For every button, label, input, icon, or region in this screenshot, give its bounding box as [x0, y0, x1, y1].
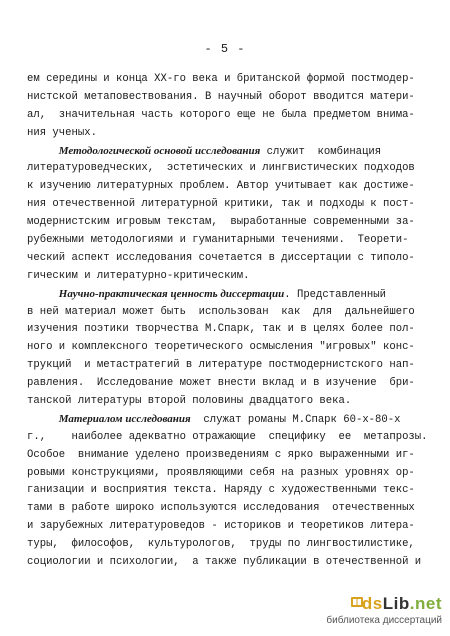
section-heading-methodology: Методологической основой исследования [58, 144, 261, 157]
dslib-watermark[interactable] [324, 594, 442, 630]
logo-part: Lib [382, 594, 410, 613]
document-body [27, 71, 428, 572]
text-line: равления. Исследование может внести вклад и в изучение бри- [27, 377, 415, 390]
section-heading-material: Материалом исследования [58, 412, 191, 425]
text-line: танской литературы второй половины двадцатого века. [27, 395, 352, 408]
text-line: ного и комплексного теоретического осмысления "игровых" конс- [27, 341, 415, 354]
text-line: в ней материал может быть использован как для дальнейшего [27, 305, 415, 318]
text-line: ровыми конструкциями, проявляющими себя на разных уровнях ор- [27, 466, 415, 479]
indent [27, 289, 59, 301]
text-line: модернистским игровым текстам, выработанные современными за- [27, 216, 415, 229]
text-line [27, 143, 382, 161]
indent [27, 146, 59, 158]
text-line: трукций и метастратегий в литературе постмодернистского нап- [27, 359, 415, 372]
text-line: и зарубежных литературоведов - историков и теоретиков литера- [27, 520, 415, 533]
text-run: служит комбинация [260, 145, 382, 158]
text-line: ния отечественной литературной критики, так и подходы к пост- [27, 198, 415, 211]
page-number: - 5 - [204, 42, 246, 56]
text-run: . Представленный [284, 288, 386, 301]
text-line: туры, философов, культурологов, труды по лингвостилистике, [27, 538, 415, 551]
text-line: изучения поэтики творчества М.Спарк, так и в целях более пол- [27, 323, 415, 336]
text-line: социологии и психологии, а также публикации в отечественной и [27, 556, 422, 569]
text-line: нистской метаповествования. В научный оборот вводится матери- [27, 90, 415, 103]
logo-part: .net [409, 594, 442, 613]
text-run: служат романы М.Спарк 60-х-80-х [190, 413, 401, 426]
text-line: ганизации и восприятия текста. Наряду с художественными текс- [27, 484, 415, 497]
text-line: тами в работе широко используются исследования отечественных [27, 502, 415, 515]
section-heading-practical-value: Научно-практическая ценность диссертации [58, 287, 285, 300]
logo-part: ds [361, 594, 383, 613]
text-line: Особое внимание уделено произведениям с ярко выраженными иг- [27, 448, 415, 461]
text-line: рубежными методологиями и гуманитарными течениями. Теорети- [27, 234, 409, 247]
text-line: к изучению литературных проблем. Автор учитывает как достиже- [27, 180, 415, 193]
text-line: ния ученых. [27, 126, 97, 139]
indent [27, 414, 59, 426]
dslib-caption: библиотека диссертаций [326, 615, 442, 626]
text-line: литературоведческих, эстетических и лингвистических подходов [27, 162, 415, 175]
text-line [27, 286, 386, 304]
text-line: ческий аспект исследования сочетается в диссертации с типоло- [27, 251, 415, 264]
text-line: г., наиболее адекватно отражающие специфику ее метапрозы. [27, 430, 428, 443]
text-line: ем середины и конца XX-го века и британской формой постмодер- [27, 73, 415, 85]
text-line: ал, значительная часть которого еще не была предметом внима- [27, 108, 415, 121]
text-line: гическим и литературно-критическим. [27, 269, 250, 282]
text-line [27, 411, 401, 429]
dslib-logo [362, 594, 442, 614]
